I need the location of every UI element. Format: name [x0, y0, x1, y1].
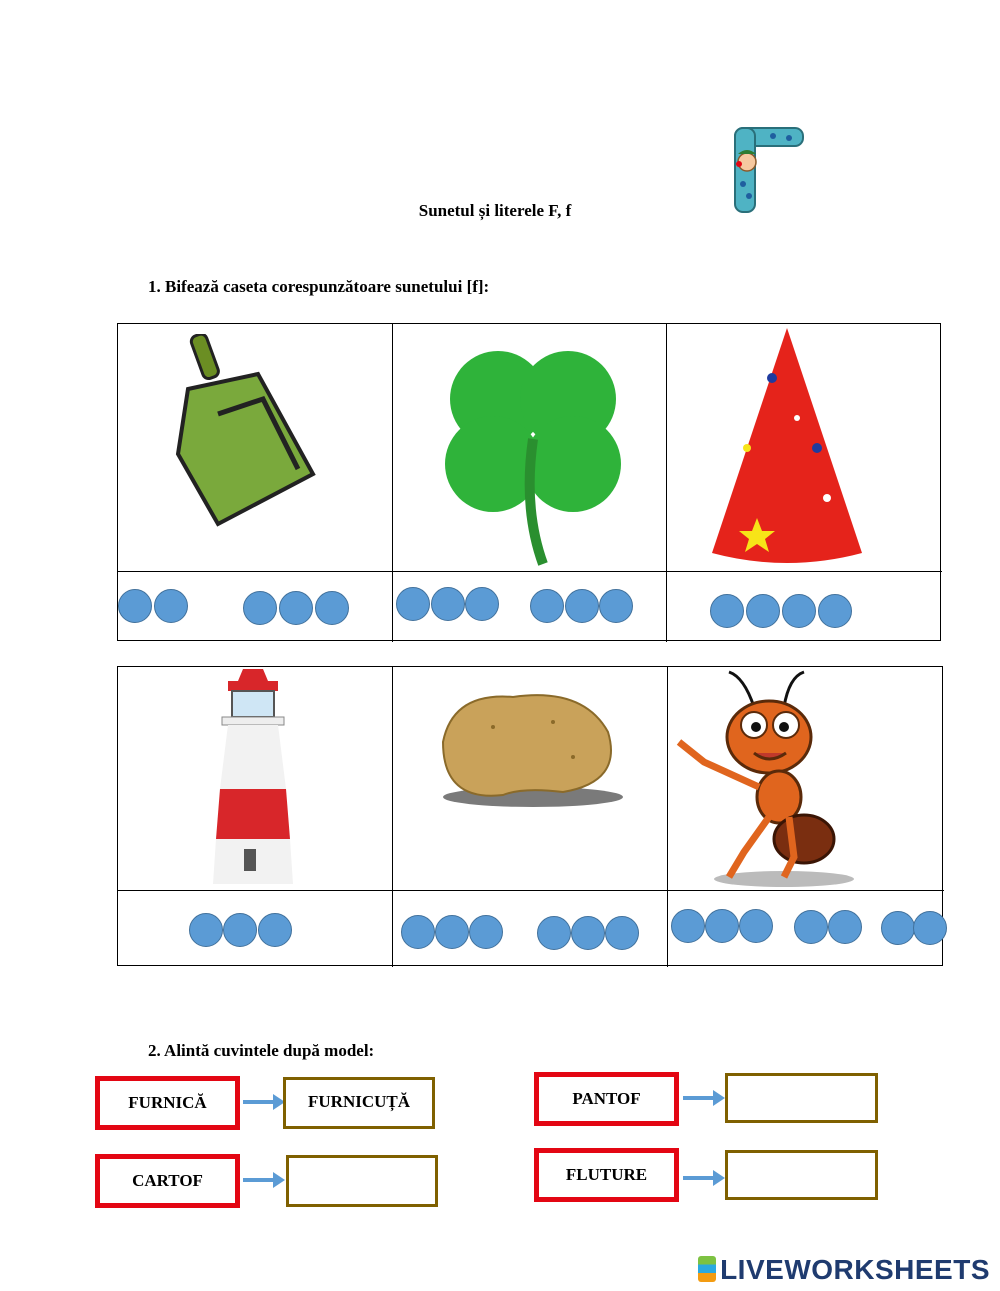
arrow-icon [243, 1100, 275, 1104]
word-box-fluture: FLUTURE [534, 1148, 679, 1202]
arrow-icon [243, 1178, 275, 1182]
arrow-icon [683, 1096, 715, 1100]
syllable-dot[interactable] [605, 916, 639, 950]
lighthouse-image [198, 669, 308, 889]
potato-image [423, 687, 623, 827]
syllable-dot[interactable] [913, 911, 947, 945]
syllable-cell[interactable] [393, 572, 667, 642]
logo-text: LIVEWORKSHEETS [720, 1254, 990, 1285]
syllable-dot[interactable] [401, 915, 435, 949]
syllable-dot[interactable] [828, 910, 862, 944]
syllable-dot[interactable] [537, 916, 571, 950]
syllable-dot[interactable] [154, 589, 188, 623]
syllable-cell[interactable] [668, 891, 944, 967]
image-cell [118, 324, 393, 572]
syllable-dot[interactable] [739, 909, 773, 943]
model-word-box: FURNICĂ [95, 1076, 240, 1130]
syllable-dot[interactable] [469, 915, 503, 949]
syllable-cell[interactable] [118, 891, 393, 967]
syllable-dot[interactable] [279, 591, 313, 625]
answer-input-cartof[interactable] [286, 1155, 438, 1207]
syllable-dot[interactable] [396, 587, 430, 621]
syllable-cell[interactable] [393, 891, 668, 967]
syllable-dot[interactable] [258, 913, 292, 947]
image-cell [393, 667, 668, 891]
question-1: 1. Bifează caseta corespunzătoare sunetului [f]: [148, 277, 490, 296]
syllable-dot[interactable] [565, 589, 599, 623]
answer-input-fluture[interactable] [725, 1150, 878, 1200]
syllable-dot[interactable] [705, 909, 739, 943]
image-cell [393, 324, 667, 572]
picture-grid-bottom [117, 666, 943, 966]
syllable-dot[interactable] [599, 589, 633, 623]
syllable-dot[interactable] [315, 591, 349, 625]
syllable-dot[interactable] [571, 916, 605, 950]
syllable-dot[interactable] [671, 909, 705, 943]
syllable-dot[interactable] [782, 594, 816, 628]
syllable-dot[interactable] [431, 587, 465, 621]
syllable-dot[interactable] [223, 913, 257, 947]
question-2: 2. Alintă cuvintele după model: [148, 1041, 375, 1060]
syllable-dot[interactable] [189, 913, 223, 947]
liveworksheets-logo [698, 1254, 990, 1286]
syllable-cell[interactable] [118, 572, 393, 642]
answer-input-pantof[interactable] [725, 1073, 878, 1123]
party-hat-image [687, 328, 887, 568]
image-cell [668, 667, 944, 891]
syllable-dot[interactable] [881, 911, 915, 945]
image-cell [667, 324, 942, 572]
picture-grid-top [117, 323, 941, 641]
arrow-icon [683, 1176, 715, 1180]
syllable-dot[interactable] [435, 915, 469, 949]
clover-image [423, 339, 643, 569]
page-title: Sunetul și literele F, f [418, 201, 572, 220]
ant-image [674, 667, 864, 892]
logo-badge-icon [698, 1256, 716, 1282]
image-cell [118, 667, 393, 891]
syllable-dot[interactable] [465, 587, 499, 621]
shovel-image [158, 334, 358, 534]
syllable-dot[interactable] [710, 594, 744, 628]
word-box-cartof: CARTOF [95, 1154, 240, 1208]
syllable-dot[interactable] [818, 594, 852, 628]
model-answer-box: FURNICUȚĂ [283, 1077, 435, 1129]
syllable-dot[interactable] [530, 589, 564, 623]
word-box-pantof: PANTOF [534, 1072, 679, 1126]
syllable-dot[interactable] [118, 589, 152, 623]
syllable-dot[interactable] [794, 910, 828, 944]
syllable-dot[interactable] [243, 591, 277, 625]
syllable-cell[interactable] [667, 572, 942, 642]
syllable-dot[interactable] [746, 594, 780, 628]
